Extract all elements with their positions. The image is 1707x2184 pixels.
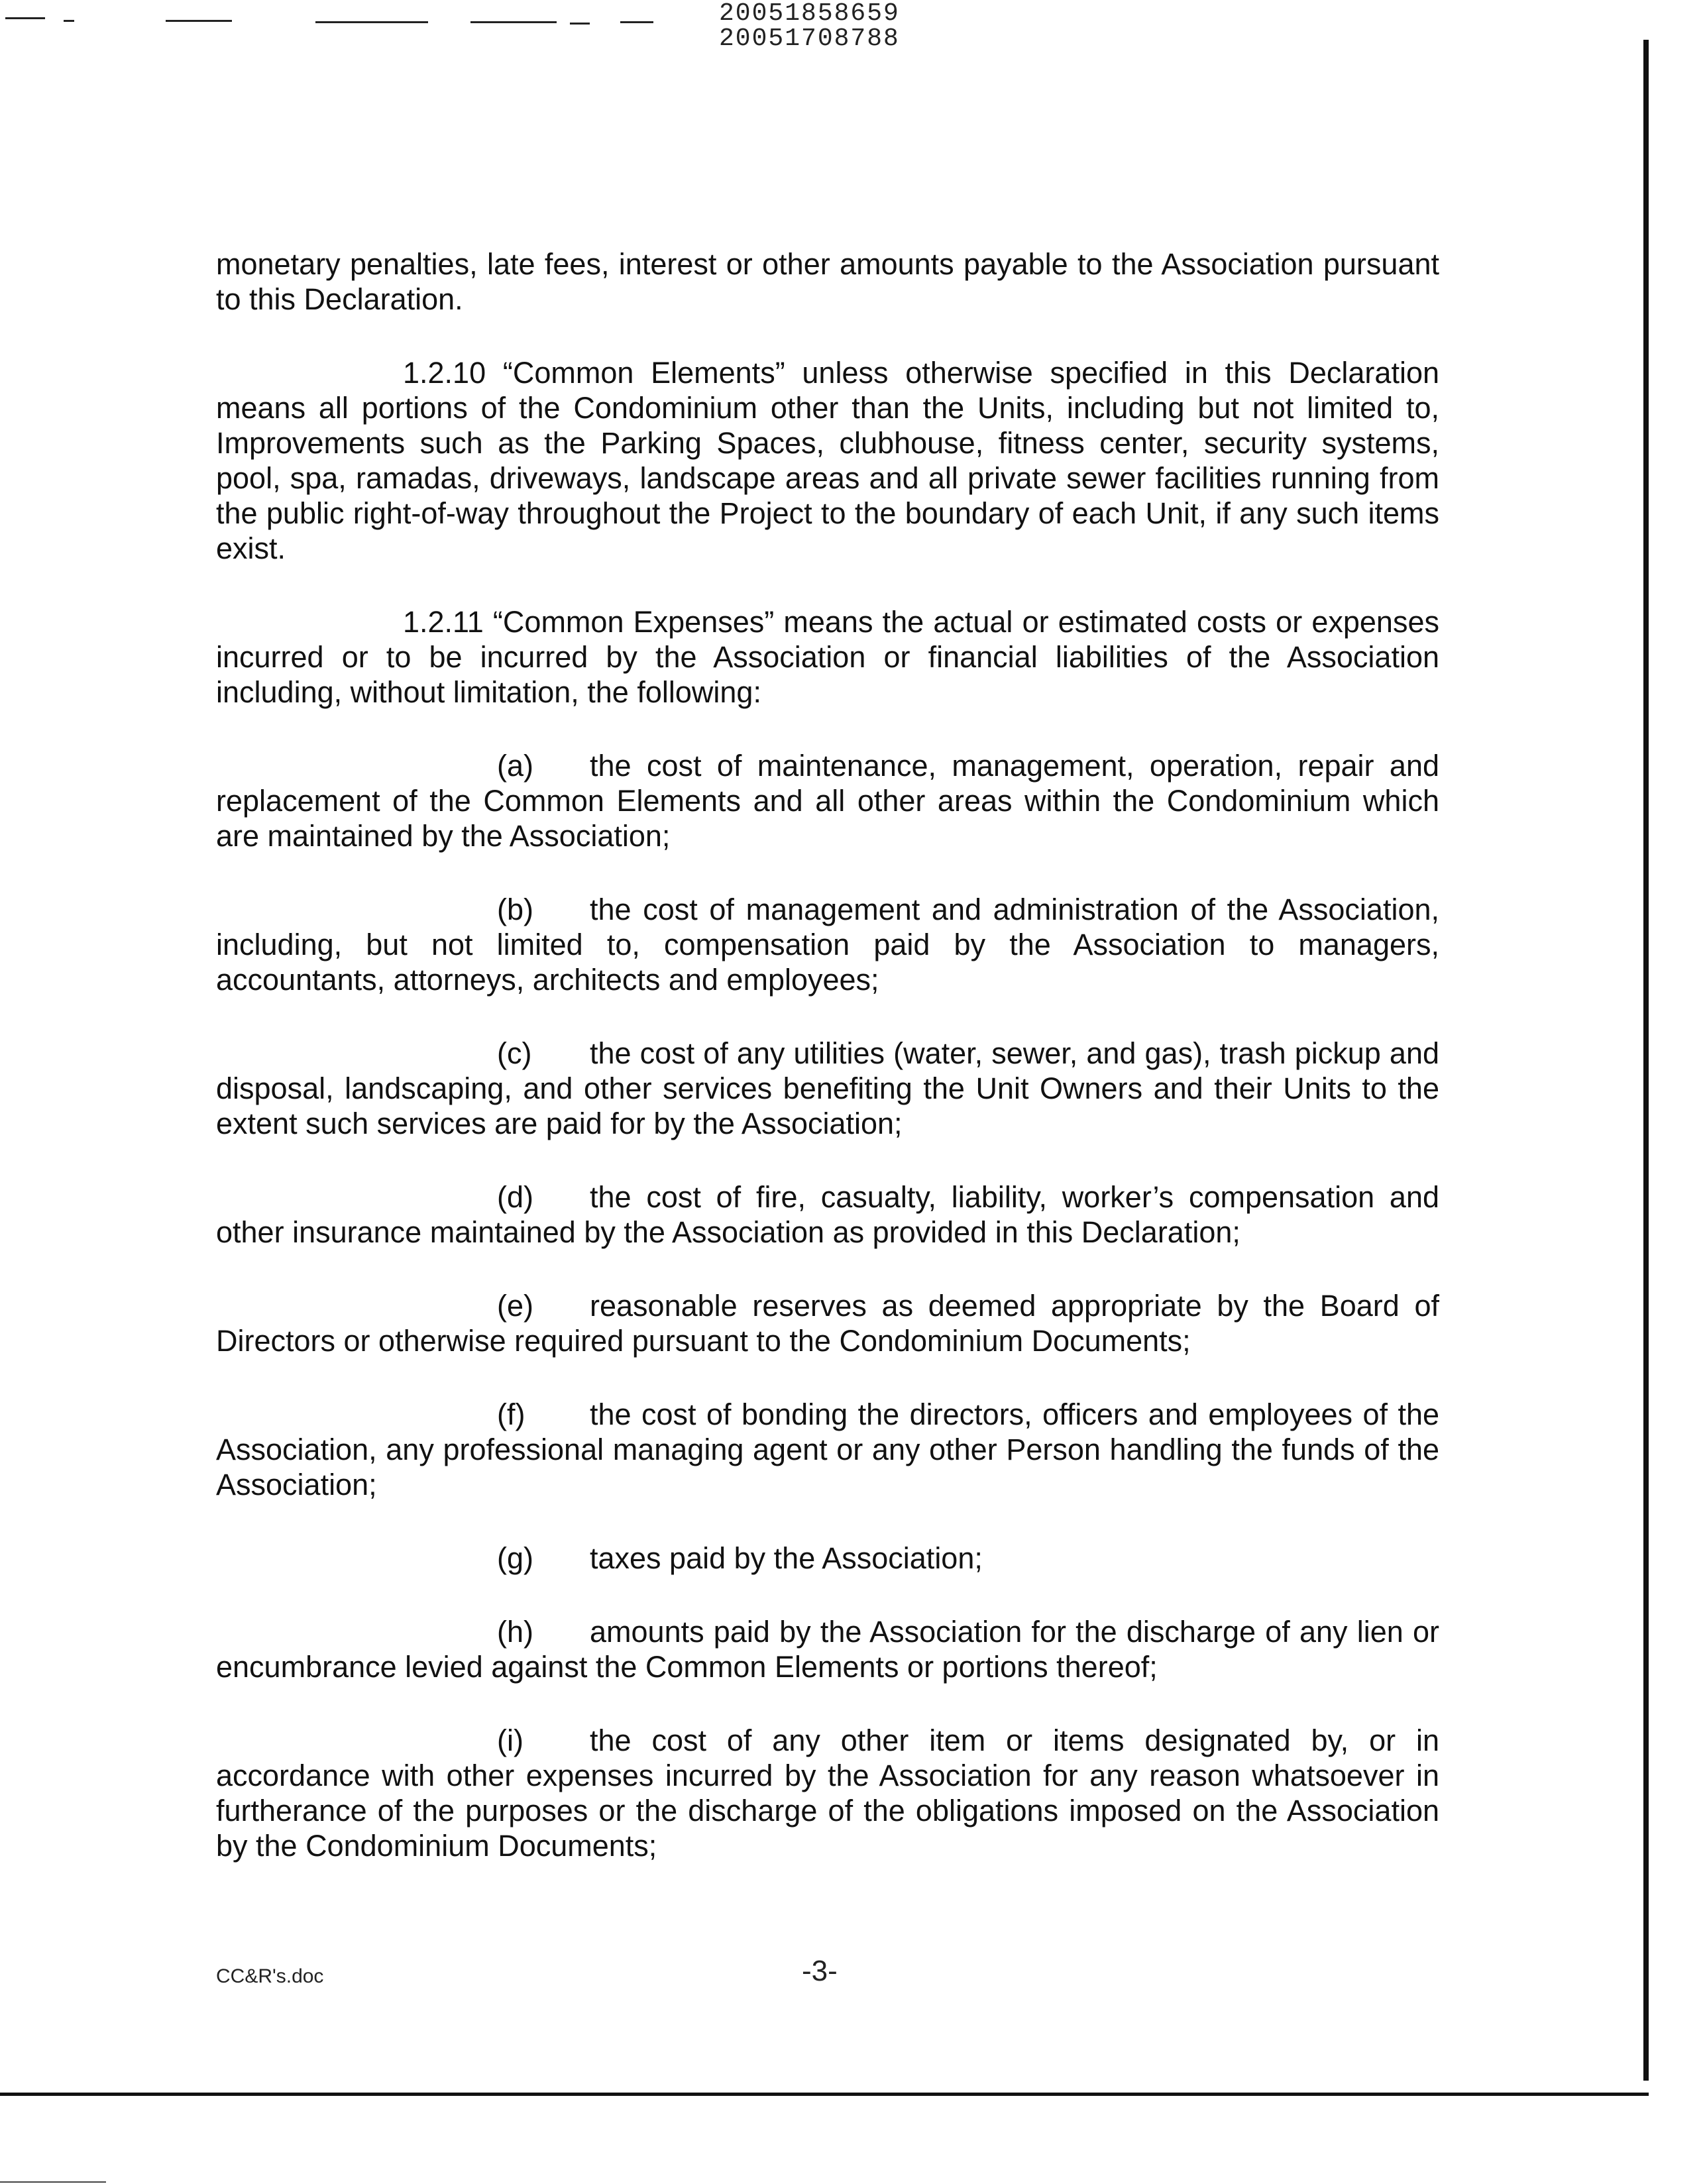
scan-dash (166, 20, 232, 22)
page-bottom-border (0, 2093, 1649, 2096)
definition-common-elements: 1.2.10 “Common Elements” unless otherwise specified in this Declaration means all portions of the Condominium other than the Units, including but not limited to, Improvements such as the Parking Spaces, clubhouse, fitness center, security systems, pool, spa, ramadas, driveways, landscape areas and all private sewer facilities running from the public right-of-way throughout the Project to the boundary of each Unit, if any such items exist. (216, 356, 1439, 565)
list-item-label: (b) (497, 893, 533, 926)
list-item-text: the cost of maintenance, management, operation, repair and replacement of the Common Elements and all other areas within the Condominium which are maintained by the Association; (216, 749, 1439, 853)
list-item (216, 1288, 1439, 1358)
list-item (216, 1541, 1439, 1576)
list-item-text: the cost of any utilities (water, sewer, and gas), trash pickup and disposal, landscaping, and other services benefiting the Unit Owners and their Units to the extent such services are paid for by the Association; (216, 1036, 1439, 1140)
list-item (216, 1179, 1439, 1250)
scan-dash (570, 23, 590, 25)
list-item (216, 1036, 1439, 1141)
list-item (216, 1397, 1439, 1502)
scan-bottom-mark (0, 2181, 106, 2183)
list-item-label: (a) (497, 749, 533, 783)
scan-dash (315, 21, 428, 23)
list-item-text: the cost of fire, casualty, liability, worker’s compensation and other insurance maintained by the Association as provided in this Declaration; (216, 1180, 1439, 1249)
scan-dash (620, 21, 653, 23)
page-right-border (1643, 40, 1649, 2081)
document-ids (719, 1, 900, 52)
list-item-label: (d) (497, 1180, 533, 1214)
page-number: -3- (802, 1955, 838, 1987)
list-item-text: reasonable reserves as deemed appropriate by the Board of Directors or otherwise required pursuant to the Condominium Documents; (216, 1289, 1439, 1358)
list-item (216, 1723, 1439, 1863)
document-body (216, 246, 1439, 1902)
scan-dash (5, 17, 45, 19)
list-item (216, 748, 1439, 853)
list-item (216, 1614, 1439, 1684)
document-id-secondary: 20051708788 (719, 25, 900, 53)
list-item-label: (c) (497, 1036, 532, 1070)
footer-filename: CC&R's.doc (216, 1965, 324, 1987)
list-item-label: (g) (497, 1541, 533, 1575)
scan-dash (470, 21, 557, 23)
list-item-text: the cost of bonding the directors, officers and employees of the Association, any professional managing agent or any other Person handling the funds of the Association; (216, 1397, 1439, 1502)
list-item (216, 892, 1439, 997)
list-item-label: (e) (497, 1289, 533, 1323)
list-item-text: the cost of management and administration of the Association, including, but not limited to, compensation paid by the Association to managers, accountants, attorneys, architects and employees; (216, 893, 1439, 997)
list-item-text: amounts paid by the Association for the discharge of any lien or encumbrance levied against the Common Elements or portions thereof; (216, 1615, 1439, 1684)
intro-paragraph: monetary penalties, late fees, interest or other amounts payable to the Association pursuant to this Declaration. (216, 247, 1439, 316)
document-id-primary: 20051858659 (719, 0, 900, 28)
list-item-text: taxes paid by the Association; (590, 1541, 983, 1575)
list-item-label: (h) (497, 1615, 533, 1649)
scan-dash (64, 20, 74, 22)
list-item-label: (f) (497, 1397, 525, 1431)
list-item-label: (i) (497, 1723, 523, 1757)
list-item-text: the cost of any other item or items designated by, or in accordance with other expenses incurred by the Association for any reason whatsoever in furtherance of the purposes or the discharge of the obligations imposed on the Association by the Condominium Documents; (216, 1723, 1439, 1863)
definition-common-expenses: 1.2.11 “Common Expenses” means the actual or estimated costs or expenses incurred or to be incurred by the Association or financial liabilities of the Association including, without limitation, the following: (216, 605, 1439, 709)
